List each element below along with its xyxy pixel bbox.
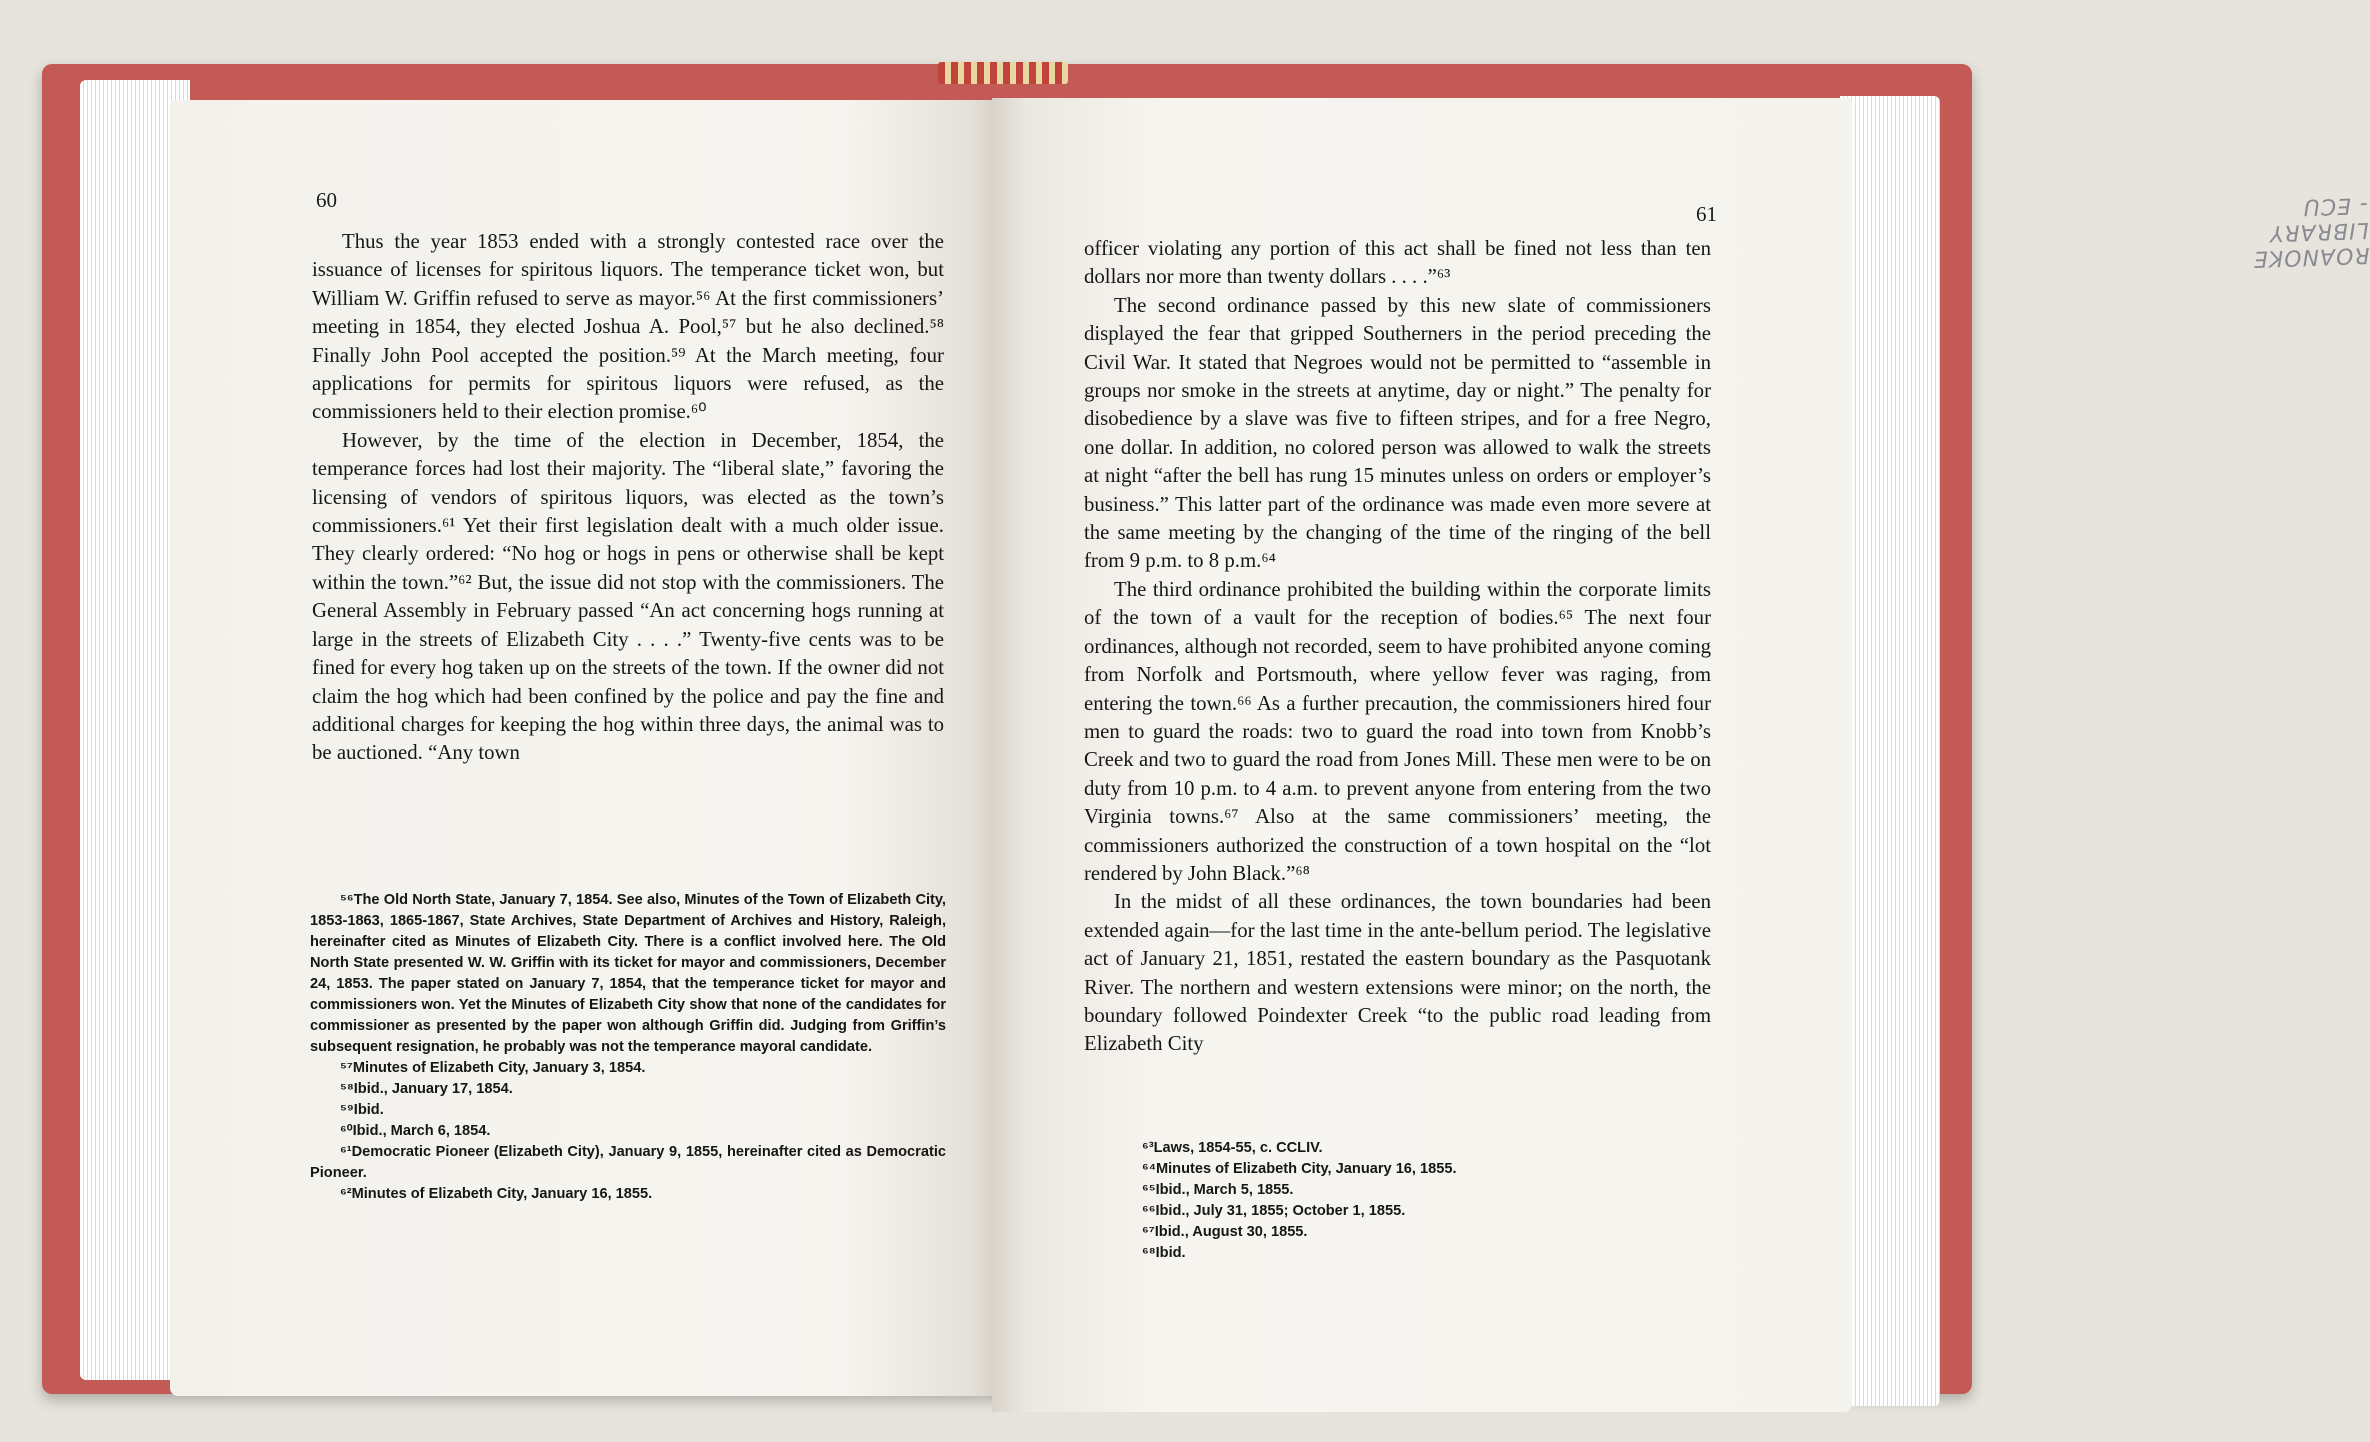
left-page <box>170 100 1000 1396</box>
footnote: ⁵⁸Ibid., January 17, 1854. <box>340 1081 513 1097</box>
paragraph: However, by the time of the election in December, 1854, the temperance forces had lost their majority. The “liberal slate,” favoring the licensing of vendors of spiritous liquors, was elected as the town’s commissioners.⁶¹ Yet their first legislation dealt with a much older issue. They clearly ordered: “No hog or hogs in pens or otherwise shall be kept within the town.”⁶² But, the issue did not stop with the commissioners. The General Assembly in February passed “An act concerning hogs running at large in the streets of Elizabeth City . . . .” Twenty-five cents was to be fined for every hog taken up on the streets of the town. If the owner did not claim the hog which had been confined by the police and pay the fine and additional charges for keeping the hog within three days, the animal was to be auctioned. “Any town <box>312 428 944 765</box>
page-number: 60 <box>316 188 337 212</box>
footnote: ⁶⁶Ibid., July 31, 1855; October 1, 1855. <box>1142 1203 1406 1219</box>
paragraph: Thus the year 1853 ended with a strongly contested race over the issuance of licenses for spiritous liquors. The temperance ticket won, but William W. Griffin refused to serve as mayor.⁵⁶ At the first commissioners’ meeting in 1854, they elected Joshua A. Pool,⁵⁷ but he also declined.⁵⁸ Finally John Pool accepted the position.⁵⁹ At the March meeting, four applications for permits for spiritous liquors were refused, as the commissioners held to their election promise.⁶⁰ <box>312 230 944 424</box>
paragraph: officer violating any portion of this act shall be fined not less than ten dollars nor more than twenty dollars . . . .”⁶³ <box>1084 237 1711 289</box>
footnote: ⁶³Laws, 1854-55, c. CCLIV. <box>1142 1140 1323 1156</box>
footnote: ⁶⁸Ibid. <box>1142 1245 1186 1261</box>
footnote: ⁵⁹Ibid. <box>340 1102 384 1118</box>
right-page-edges <box>1840 96 1940 1406</box>
right-body-text <box>1084 235 1711 1059</box>
page-number: 61 <box>1696 202 1717 226</box>
footnote: ⁵⁶The Old North State, January 7, 1854. See also, Minutes of the Town of Elizabeth City, 1853-1863, 1865-1867, State Archives, State Department of Archives and History, Raleigh, hereinafter cited as Minutes of Elizabeth City. There is a conflict involved here. The Old North State presented W. W. Griffin with its ticket for mayor and commissioners, December 24, 1853. The paper stated on January 7, 1854, that the temperance ticket for mayor and commissioners won. Yet the Minutes of Elizabeth City show that none of the candidates for commissioner as presented by the paper won although Griffin did. Judging from Griffin’s subsequent resignation, he probably was not the temperance mayoral candidate. <box>310 892 946 1055</box>
right-page <box>992 98 2370 1412</box>
left-footnotes <box>310 890 946 1205</box>
right-footnotes <box>1112 1138 1712 1264</box>
library-stamp: ROANOKE LIBRARY - ECU <box>2252 191 2370 272</box>
footnote: ⁶⁰Ibid., March 6, 1854. <box>340 1123 491 1139</box>
footnote: ⁶⁵Ibid., March 5, 1855. <box>1142 1182 1294 1198</box>
footnote: ⁶⁴Minutes of Elizabeth City, January 16, 1855. <box>1142 1161 1457 1177</box>
footnote: ⁶²Minutes of Elizabeth City, January 16, 1855. <box>340 1186 653 1202</box>
footnote: ⁶⁷Ibid., August 30, 1855. <box>1142 1224 1308 1240</box>
footnote: ⁵⁷Minutes of Elizabeth City, January 3, 1854. <box>340 1060 646 1076</box>
book-headband <box>938 62 1068 84</box>
paragraph: In the midst of all these ordinances, the town boundaries had been extended again—for the last time in the ante-bellum period. The legislative act of January 21, 1851, restated the eastern boundary as the Pasquotank River. The northern and western extensions were minor; on the north, the boundary followed Poindexter Creek “to the public road leading from Elizabeth City <box>1084 890 1711 1056</box>
paragraph: The second ordinance passed by this new slate of commissioners displayed the fear that gripped Southerners in the period preceding the Civil War. It stated that Negroes would not be permitted to “assemble in groups nor smoke in the streets at anytime, day or night.” The penalty for disobedience by a slave was five to fifteen stripes, and for a free Negro, one dollar. In addition, no colored person was allowed to walk the streets at night “after the bell has rung 15 minutes unless on orders or employer’s business.” This latter part of the ordinance was made even more severe at the same meeting by the changing of the time of the ringing of the bell from 9 p.m. to 8 p.m.⁶⁴ <box>1084 293 1711 573</box>
left-body-text <box>312 228 944 768</box>
footnote: ⁶¹Democratic Pioneer (Elizabeth City), January 9, 1855, hereinafter cited as Democratic Pioneer. <box>310 1144 946 1181</box>
paragraph: The third ordinance prohibited the building within the corporate limits of the town of a vault for the reception of bodies.⁶⁵ The next four ordinances, although not recorded, seem to have prohibited anyone coming from Norfolk and Portsmouth, where yellow fever was raging, from entering the town.⁶⁶ As a further precaution, the commissioners hired four men to guard the roads: two to guard the road into town from Knobb’s Creek and two to guard the road from Jones Mill. These men were to be on duty from 10 p.m. to 4 a.m. to prevent anyone from entering from the two Virginia towns.⁶⁷ Also at the same commissioners’ meeting, the commissioners authorized the construction of a town hospital on the “lot rendered by John Black.”⁶⁸ <box>1084 577 1711 885</box>
